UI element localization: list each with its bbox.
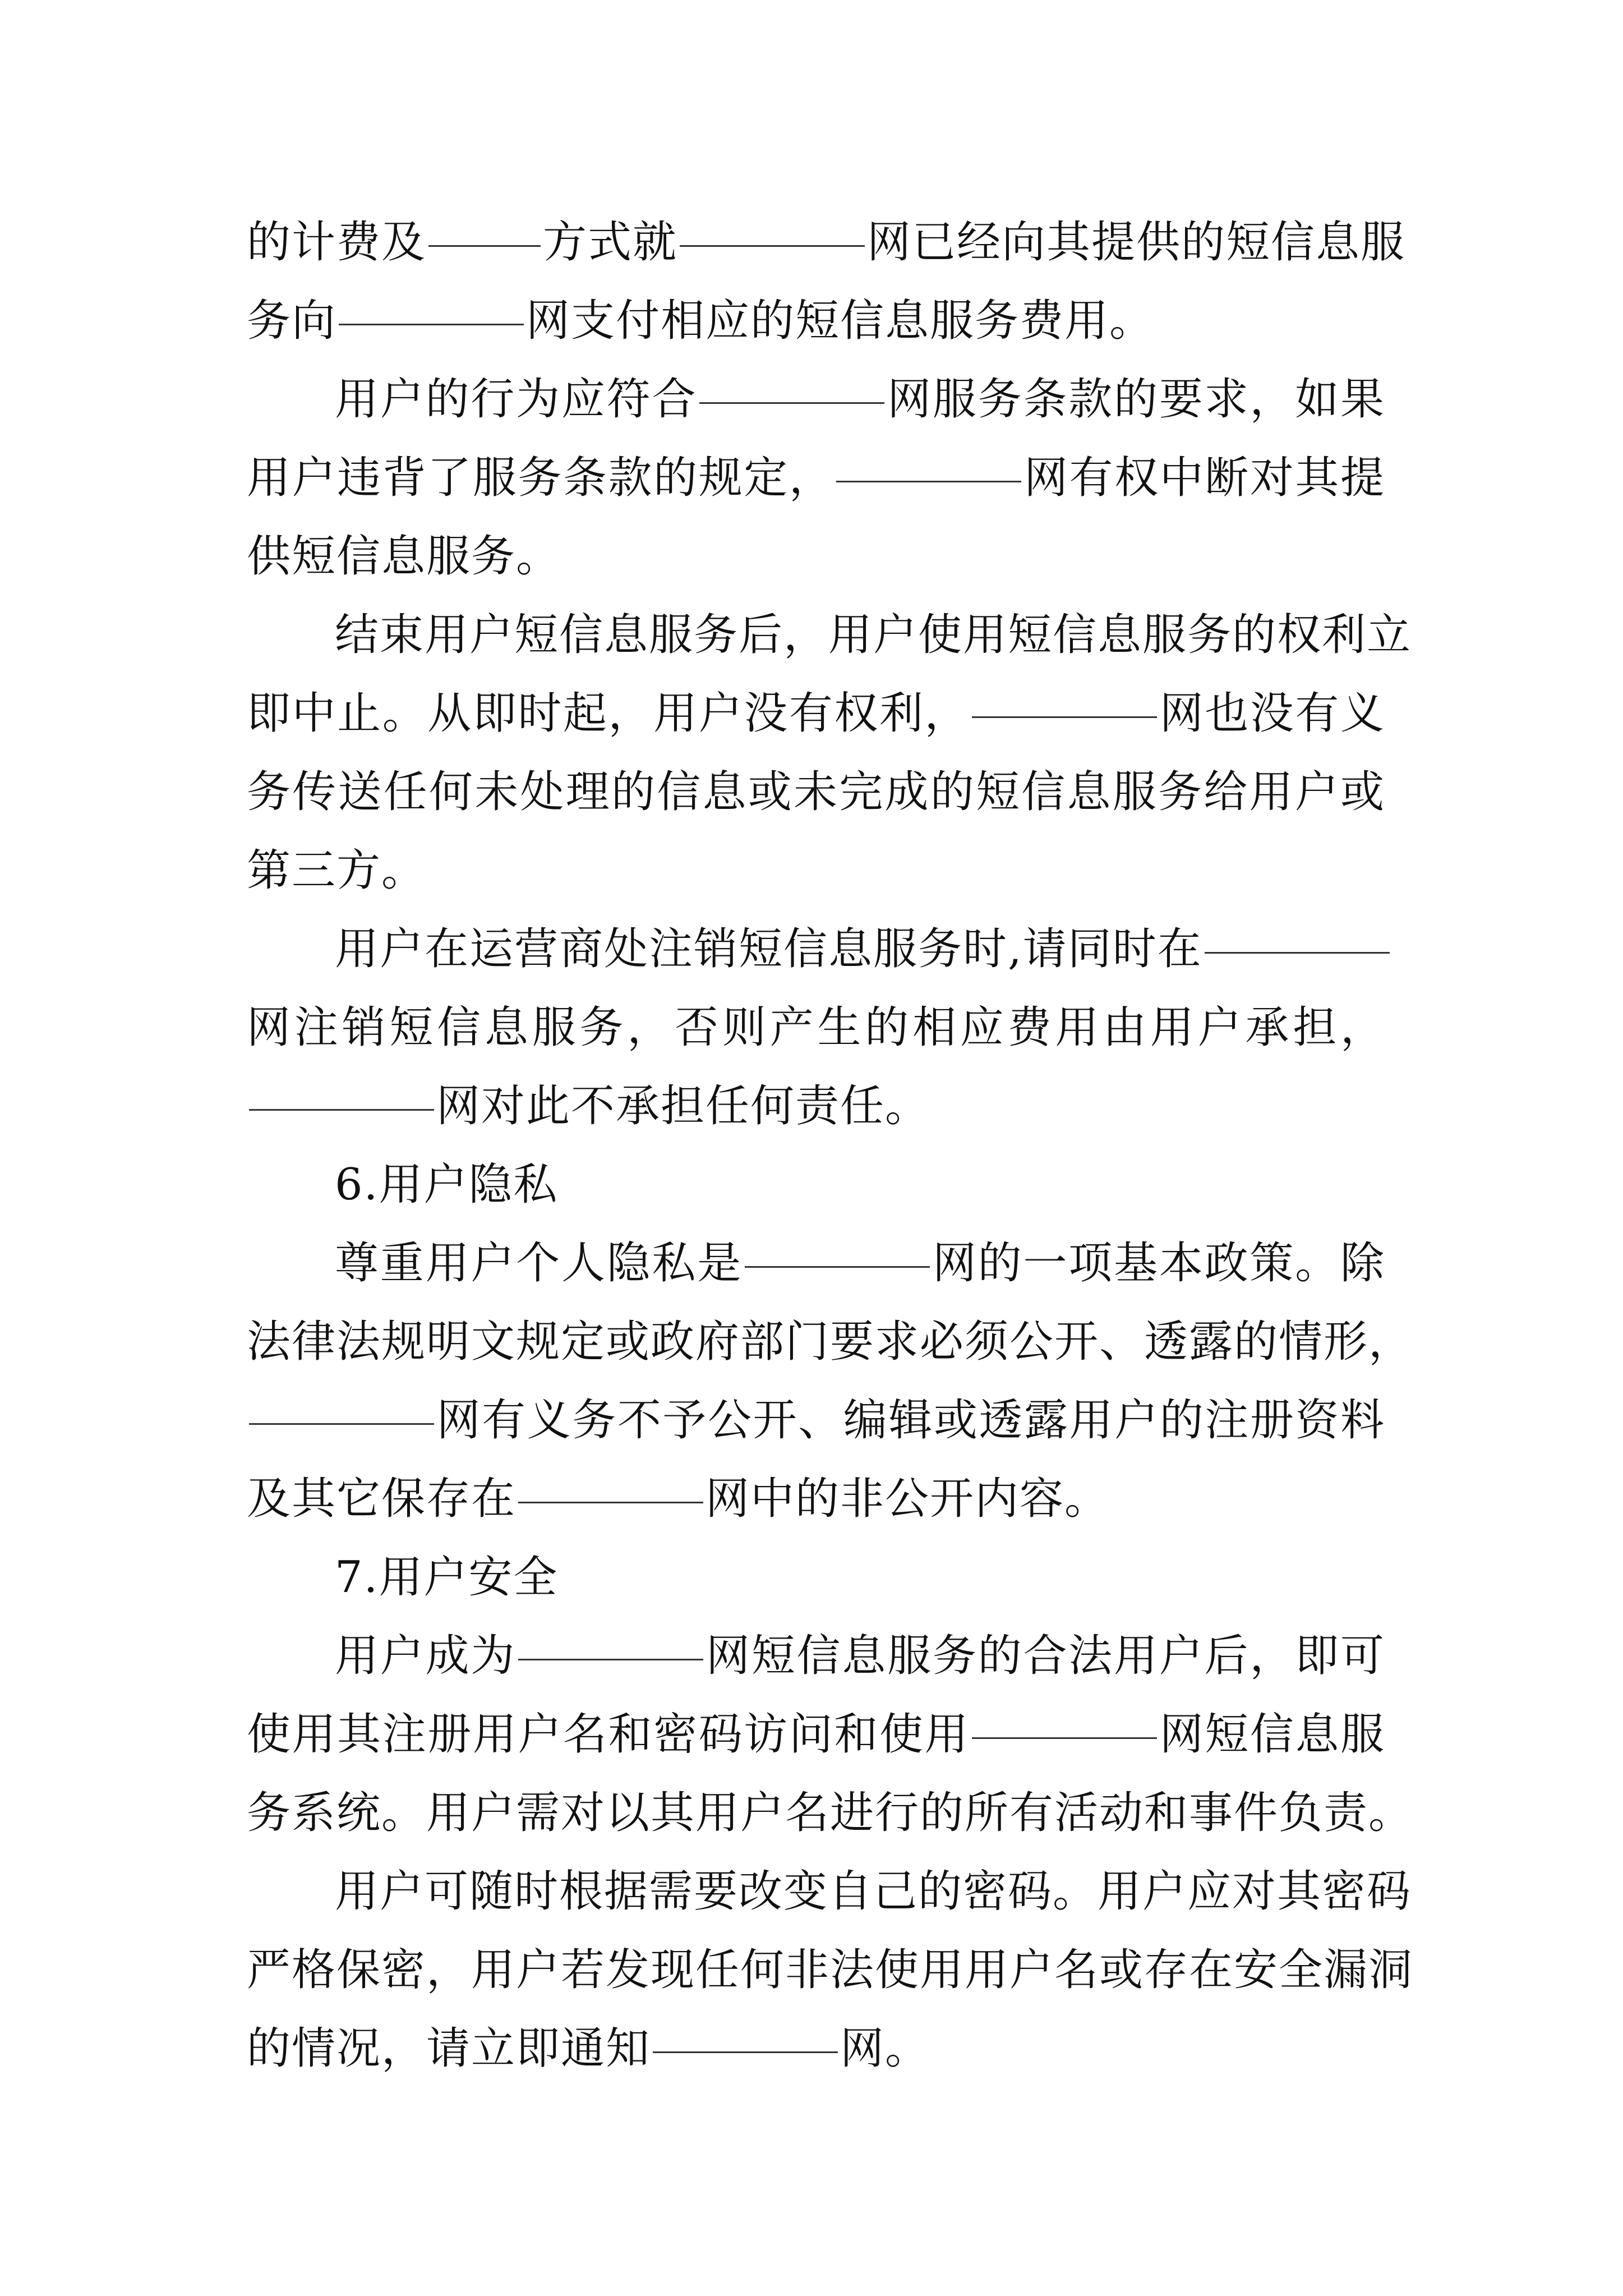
text-segment: 网也没有义 bbox=[1159, 688, 1385, 739]
text-segment: 网有义务不予公开、编辑或透露用户的注册资料 bbox=[436, 1395, 1385, 1446]
text-line bbox=[247, 203, 1406, 282]
fill-in-blank bbox=[518, 1499, 703, 1503]
text-segment: 网已经向其提供的短信息服 bbox=[867, 217, 1406, 268]
text-segment: 7.用户安全 bbox=[335, 1552, 559, 1603]
paragraph bbox=[247, 1852, 1414, 2088]
text-line bbox=[247, 2009, 1385, 2088]
paragraph bbox=[247, 1617, 1414, 1852]
paragraph bbox=[247, 596, 1412, 910]
fill-in-blank bbox=[972, 1735, 1157, 1739]
document-body bbox=[247, 203, 1414, 2088]
text-segment: 法律法规明文规定或政府部门要求必须公开、透露的情形， bbox=[247, 1317, 1414, 1367]
text-line bbox=[247, 910, 1385, 988]
text-segment: 及其它保存在 bbox=[247, 1474, 517, 1524]
text-line bbox=[247, 674, 1385, 753]
text-line bbox=[247, 1303, 1414, 1381]
fill-in-blank bbox=[836, 478, 1021, 482]
text-segment: 网有权中断对其提 bbox=[1023, 453, 1385, 503]
paragraph bbox=[247, 1224, 1414, 1538]
fill-in-blank bbox=[699, 400, 884, 404]
fill-in-blank bbox=[518, 1657, 703, 1660]
text-segment: 第三方。 bbox=[247, 845, 427, 896]
fill-in-blank bbox=[1205, 950, 1390, 954]
text-segment: 网的一项基本政策。除 bbox=[932, 1238, 1385, 1289]
fill-in-blank bbox=[680, 243, 865, 247]
text-line bbox=[247, 1538, 1385, 1617]
paragraph bbox=[247, 1538, 1385, 1617]
text-line bbox=[247, 1145, 1385, 1224]
text-line bbox=[247, 1695, 1385, 1774]
text-segment: 6.用户隐私 bbox=[335, 1159, 559, 1210]
fill-in-blank bbox=[249, 1107, 434, 1111]
text-segment: 使用其注册用户名和密码访问和使用 bbox=[247, 1709, 970, 1760]
text-segment: 网短信息服务的合法用户后，即可 bbox=[706, 1631, 1385, 1681]
text-segment: 网。 bbox=[840, 2023, 930, 2074]
text-segment: 务系统。用户需对以其用户名进行的所有活动和事件负责。 bbox=[247, 1788, 1414, 1838]
text-segment: 网对此不承担任何责任。 bbox=[436, 1081, 930, 1131]
text-line bbox=[247, 1460, 1385, 1538]
text-segment: 严格保密，用户若发现任何非法使用用户名或存在安全漏洞 bbox=[247, 1945, 1414, 1995]
text-segment: 务向 bbox=[247, 296, 337, 346]
text-segment: 尊重用户个人隐私是 bbox=[335, 1238, 743, 1289]
text-line bbox=[247, 753, 1385, 831]
fill-in-blank bbox=[249, 1421, 434, 1425]
text-line bbox=[247, 1224, 1385, 1303]
text-segment: 方式就 bbox=[543, 217, 678, 268]
paragraph bbox=[247, 1145, 1385, 1224]
text-line bbox=[247, 1067, 1385, 1145]
text-line bbox=[247, 988, 1385, 1067]
text-line bbox=[247, 596, 1412, 674]
text-segment: 网支付相应的短信息服务费用。 bbox=[526, 296, 1155, 346]
text-segment: 结束用户短信息服务后，用户使用短信息服务的权利立 bbox=[335, 610, 1412, 660]
fill-in-blank bbox=[428, 243, 541, 247]
text-segment: 用户违背了服务条款的规定， bbox=[247, 453, 834, 503]
text-segment: 网注销短信息服务，否则产生的相应费用由用户承担， bbox=[247, 1002, 1385, 1053]
text-line bbox=[247, 1381, 1385, 1460]
fill-in-blank bbox=[339, 321, 524, 325]
text-line bbox=[247, 439, 1385, 517]
paragraph bbox=[247, 203, 1406, 360]
text-line bbox=[247, 517, 1385, 596]
text-segment: 用户成为 bbox=[335, 1631, 517, 1681]
text-line bbox=[247, 360, 1385, 439]
text-segment: 网短信息服 bbox=[1159, 1709, 1385, 1760]
text-segment: 的计费及 bbox=[247, 217, 427, 268]
text-segment: 供短信息服务。 bbox=[247, 531, 561, 582]
text-segment: 网服务条款的要求，如果 bbox=[887, 374, 1385, 425]
text-segment: 用户可随时根据需要改变自己的密码。用户应对其密码 bbox=[335, 1866, 1412, 1917]
fill-in-blank bbox=[972, 714, 1157, 718]
text-segment: 用户在运营商处注销短信息服务时,请同时在 bbox=[335, 924, 1202, 974]
text-line bbox=[247, 1774, 1414, 1852]
text-line bbox=[247, 831, 1385, 910]
text-line bbox=[247, 1852, 1412, 1931]
text-line bbox=[247, 1931, 1414, 2009]
fill-in-blank bbox=[653, 2049, 838, 2053]
paragraph bbox=[247, 360, 1385, 596]
text-segment: 用户的行为应符合 bbox=[335, 374, 698, 425]
paragraph bbox=[247, 910, 1385, 1145]
text-segment: 务传送任何未处理的信息或未完成的短信息服务给用户或 bbox=[247, 767, 1385, 817]
text-line bbox=[247, 1617, 1385, 1695]
text-segment: 网中的非公开内容。 bbox=[706, 1474, 1110, 1524]
fill-in-blank bbox=[745, 1264, 930, 1268]
text-segment: 即中止。从即时起，用户没有权利， bbox=[247, 688, 970, 739]
text-line bbox=[247, 282, 1385, 360]
text-segment: 的情况，请立即通知 bbox=[247, 2023, 651, 2074]
